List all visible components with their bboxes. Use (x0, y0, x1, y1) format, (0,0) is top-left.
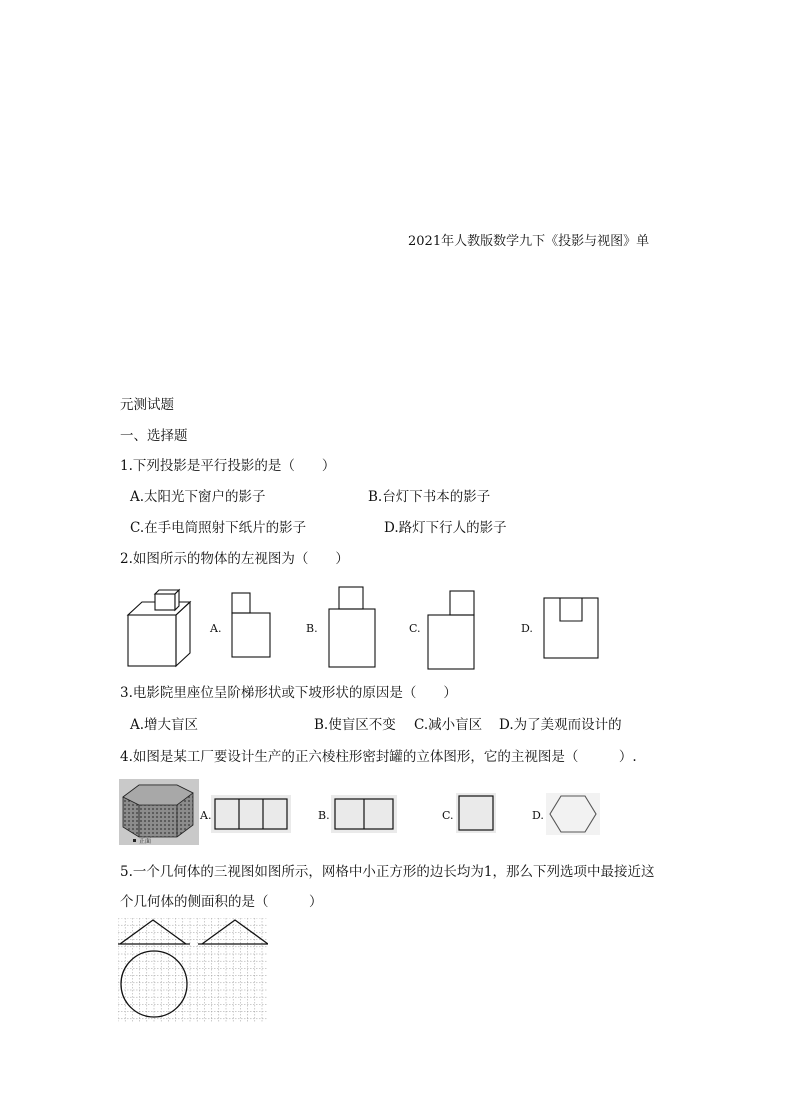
question-1-option-a: A.太阳光下窗户的影子 (130, 489, 266, 505)
section-heading: 一、选择题 (120, 428, 188, 444)
question-3-stem: 3.电影院里座位呈阶梯形状或下坡形状的原因是（ ） (120, 685, 457, 701)
document-subtitle: 元测试题 (120, 397, 174, 413)
q2-option-b-figure (327, 585, 377, 669)
q5-three-view-grid-figure (118, 918, 268, 1022)
question-3-option-a: A.增大盲区 (130, 717, 199, 733)
q4-option-b-label: B. (318, 809, 330, 822)
question-5-stem-line-1: 5.一个几何体的三视图如图所示，网格中小正方形的边长均为1，那么下列选项中最接近这 (120, 864, 655, 880)
q4-option-b-figure (330, 794, 398, 834)
question-2-stem: 2.如图所示的物体的左视图为（ ） (120, 551, 349, 567)
q4-option-d-label: D. (532, 809, 544, 822)
question-1-stem: 1.下列投影是平行投影的是（ ） (120, 458, 336, 474)
q4-option-a-figure (210, 794, 292, 834)
q2-option-c-label: C. (409, 622, 421, 635)
question-1-option-b: B.台灯下书本的影子 (368, 489, 491, 505)
question-4-stem: 4.如图是某工厂要设计生产的正六棱柱形密封罐的立体图形，它的主视图是（ ）. (120, 749, 637, 765)
question-5-stem-line-2: 个几何体的侧面积的是（ ） (120, 894, 323, 910)
q4-option-c-figure (455, 792, 497, 834)
q2-option-a-label: A. (210, 622, 222, 635)
document-title: 2021年人教版数学九下《投影与视图》单 (408, 234, 650, 249)
q4-option-c-label: C. (442, 809, 454, 822)
q2-object-figure (126, 586, 192, 668)
q4-option-a-label: A. (200, 809, 212, 822)
q2-option-c-figure (426, 589, 476, 671)
q4-photo-label: 正面 (139, 838, 152, 845)
question-3-option-b: B.使盲区不变 (314, 717, 396, 733)
question-3-option-c: C.减小盲区 (414, 717, 483, 733)
q4-option-d-figure (545, 792, 601, 836)
q4-hexagonal-prism-photo (119, 779, 199, 845)
q2-option-b-label: B. (306, 622, 318, 635)
question-1-option-c: C.在手电筒照射下纸片的影子 (130, 520, 307, 536)
q2-option-d-figure (542, 596, 600, 660)
q2-option-a-figure (230, 591, 272, 659)
q2-option-d-label: D. (521, 622, 533, 635)
question-3-option-d: D.为了美观而设计的 (499, 717, 622, 733)
question-1-option-d: D.路灯下行人的影子 (384, 520, 507, 536)
